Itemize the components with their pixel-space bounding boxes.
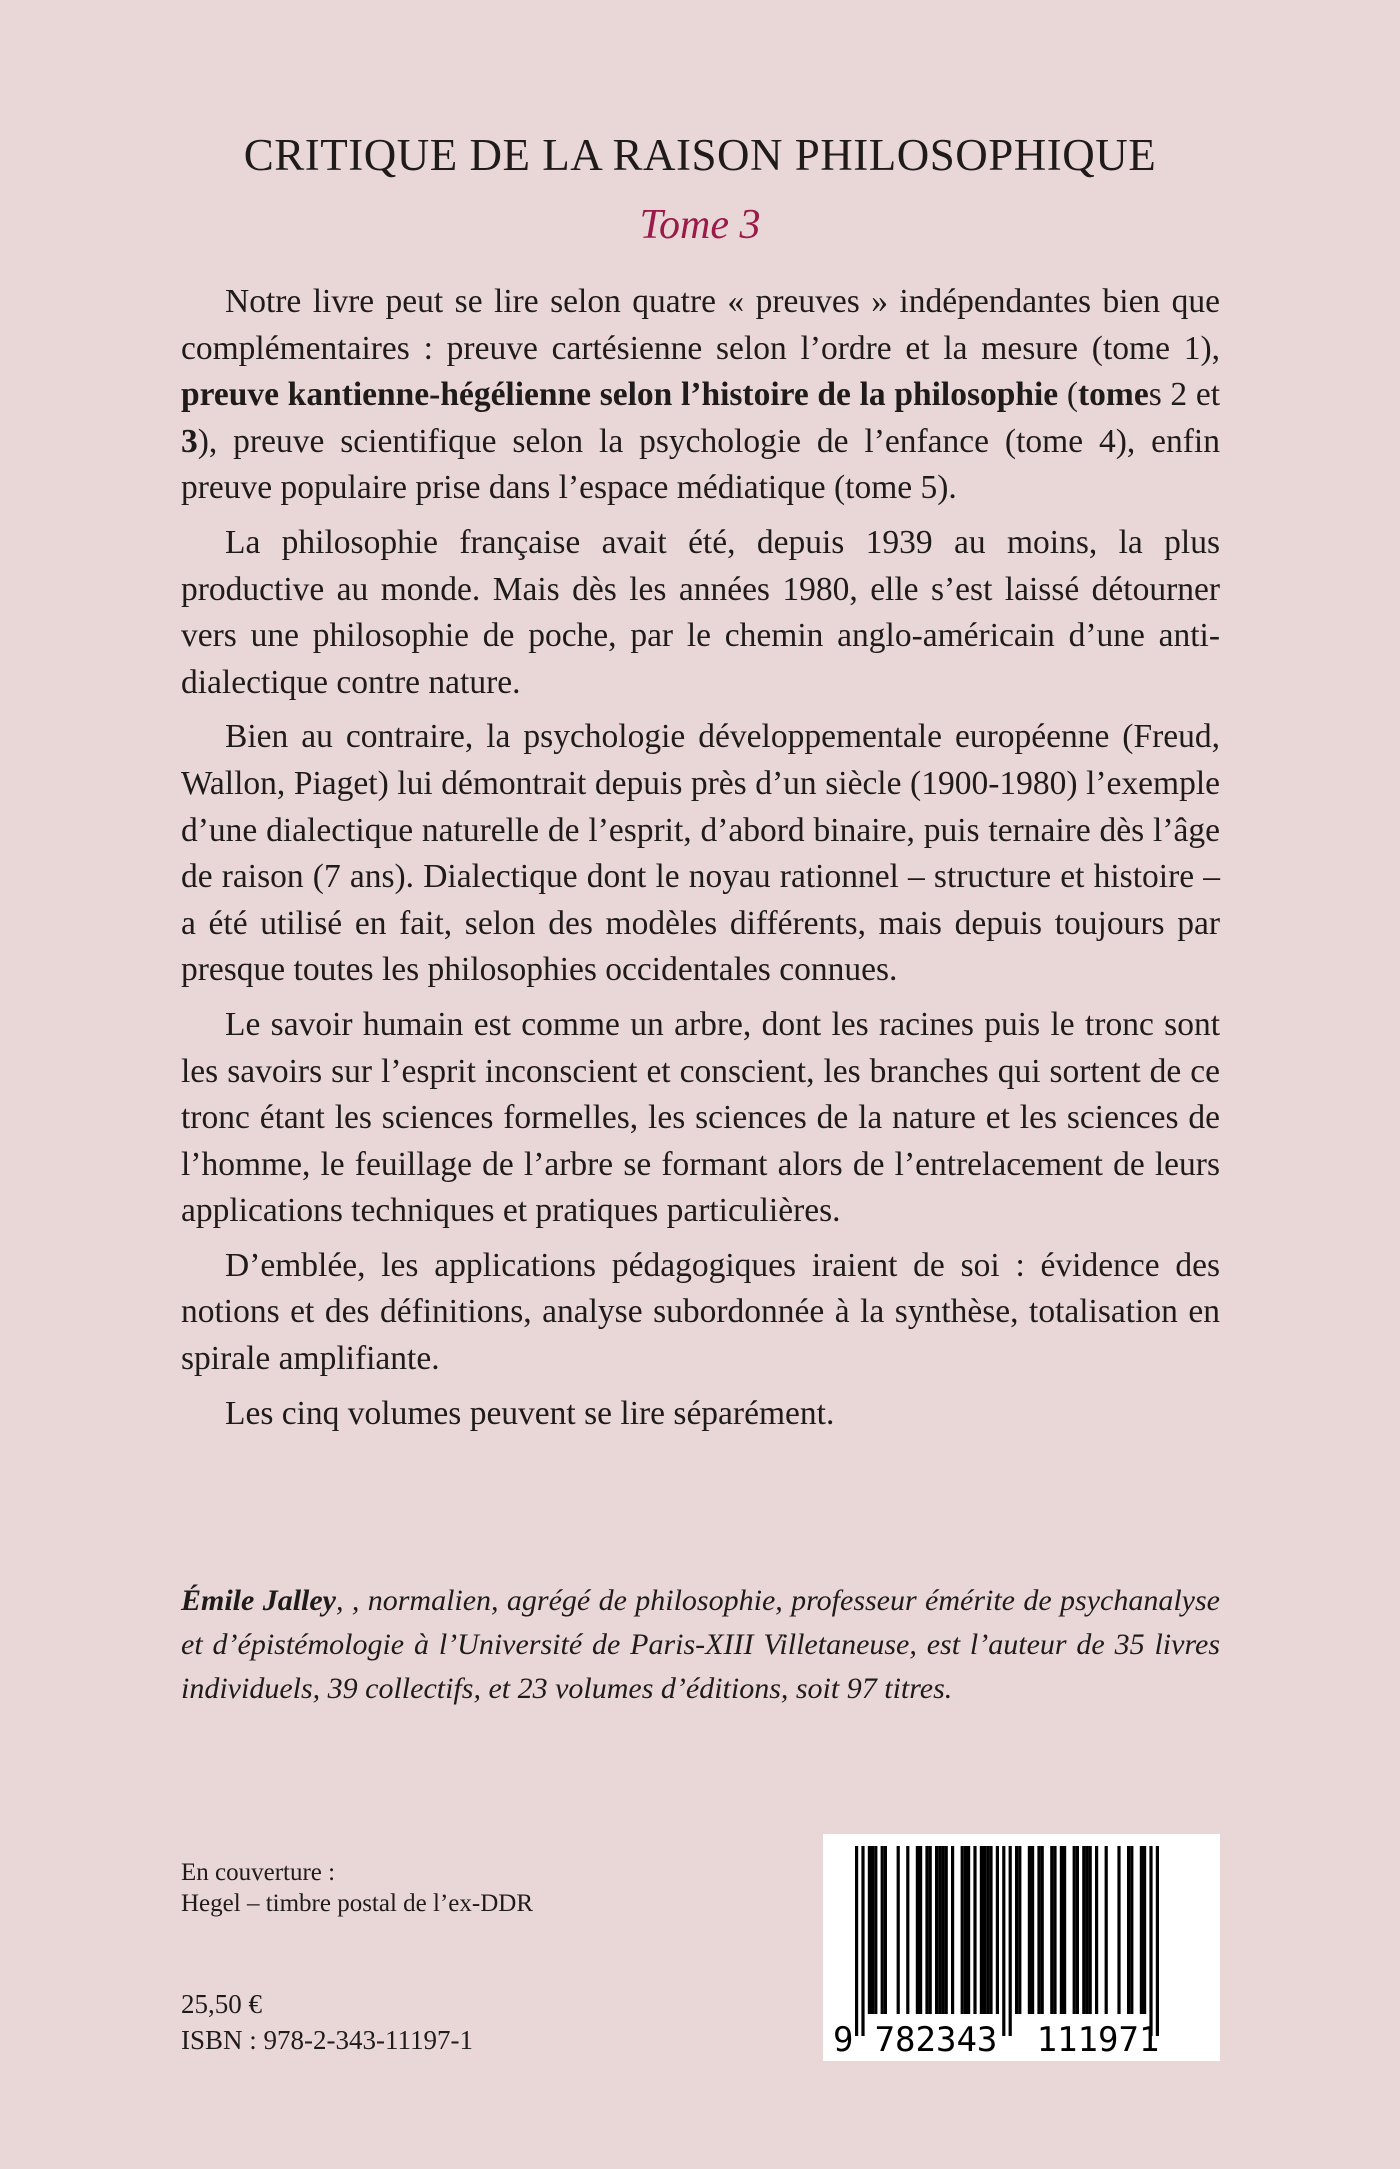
barcode-bar [961,1846,964,2014]
paragraph-1-text-c: s 2 et [1148,376,1221,414]
volume-subtitle: Tome 3 [639,202,761,248]
barcode-digits-right: 111971 [1036,2020,1160,2060]
barcode-bar [964,1846,967,2014]
barcode-bar [1015,1846,1018,2014]
paragraph-1-text-b: ( [1058,376,1079,414]
barcode-bar [1143,1846,1146,2014]
barcode-bar [1156,1846,1159,2036]
barcode-bar [1018,1846,1021,2014]
barcode-bar [980,1846,983,2014]
paragraph-4: Le savoir humain est comme un arbre, dont les racines puis le tronc sont les savoirs sur l’esprit inconscient et conscient, les branches qui sortent de ce tronc étant les sciences formelles, les sciences de la nature et les sciences de l’homme, le feuillage de l’arbre se formant alors de l’entrelacement de leurs applications techniques et pratiques particulières. [181,1005,1220,1230]
barcode-bar [938,1846,941,2014]
barcode-bar [1130,1846,1133,2014]
barcode-bars [855,1846,1159,2036]
barcode-bar [986,1846,989,2014]
paragraph-1 [181,279,1220,512]
barcode-bar [1060,1846,1063,2014]
barcode-bar [941,1846,944,2014]
barcode-bar [967,1846,970,2014]
barcode-bar [1149,1846,1152,2036]
isbn: ISBN : 978-2-343-11197-1 [181,2025,473,2055]
barcode-bar [973,1846,976,2014]
barcode-bar [1063,1846,1066,2014]
author-bio-text: , , normalien, agrégé de philosophie, professeur émérite de psychanalyse et d’épistémologie à l’Université de Paris-XIII Villetaneuse, est l’auteur de 35 livres individuels, 39 collectifs, et 23 volumes d’éditions, soit 97 titres. [181,1584,1220,1705]
barcode-bar [951,1846,954,2014]
barcode-bar [906,1846,909,2014]
barcode-graphic [823,1834,1220,2061]
barcode-bar [874,1846,877,2014]
barcode-bar [925,1846,928,2014]
barcode-bar [935,1846,938,2014]
barcode-digits-left: 782343 [874,2020,998,2060]
cover-credit-line-2: Hegel – timbre postal de l’ex-DDR [181,1890,533,1917]
barcode-digit-first: 9 [833,2020,854,2060]
barcode-bar [1140,1846,1143,2014]
barcode-bar [868,1846,871,2014]
book-title: CRITIQUE DE LA RAISON PHILOSOPHIQUE [243,130,1157,180]
barcode-bar [996,1846,999,2014]
price: 25,50 € [181,1989,262,2019]
barcode-bar [919,1846,922,2014]
barcode-bar [1089,1846,1092,2014]
paragraph-6: Les cinq volumes peuvent se lire séparément. [225,1394,835,1432]
barcode-bar [1127,1846,1130,2014]
barcode-bar [1037,1846,1040,2014]
barcode-bar [897,1846,900,2014]
paragraph-1-text-d: ), preuve scientifique selon la psychologie de l’enfance (tome 4), enfin preuve populaire prise dans l’espace médiatique (tome 5). [181,422,1220,507]
barcode-bar [1073,1846,1076,2014]
barcode-bar [1050,1846,1053,2014]
barcode-bar [1095,1846,1098,2014]
barcode-bar [916,1846,919,2014]
barcode-bar [1041,1846,1044,2014]
paragraph-1-bold-b: tome [1078,376,1149,414]
barcode-bar [929,1846,932,2014]
barcode-bar [1117,1846,1120,2014]
paragraph-3: Bien au contraire, la psychologie développementale européenne (Freud, Wallon, Piaget) lui démontrait depuis près d’un siècle (1900-1980) l’exemple d’une dialectique naturelle de l’esprit, d’abord binaire, puis ternaire dès l’âge de raison (7 ans). Dialectique dont le noyau rationnel – structure et histoire – a été utilisé en fait, selon des modèles différents, mais depuis toujours par presque toutes les philosophies occidentales connues. [181,718,1220,989]
barcode-bar [989,1846,992,2014]
cover-credit-line-1: En couverture : [181,1859,336,1886]
barcode-bar [881,1846,884,2014]
barcode-bar [1082,1846,1085,2014]
barcode-bar [945,1846,948,2014]
barcode-bar [884,1846,887,2014]
author-name: Émile Jalley [181,1584,336,1617]
barcode-bar [871,1846,874,2014]
barcode-bar [983,1846,986,2014]
author-bio [181,1579,1220,1711]
barcode-bar [1076,1846,1079,2014]
cover-credit [181,1857,533,1919]
barcode-bar [1085,1846,1088,2014]
barcode-bar [1028,1846,1031,2014]
back-cover-text [181,279,1220,1445]
barcode-bar [1053,1846,1056,2014]
barcode-bar [861,1846,864,2036]
barcode-bar [1009,1846,1012,2036]
barcode-bar [1031,1846,1034,2014]
paragraph-2: La philosophie française avait été, depuis 1939 au moins, la plus productive au monde. Mais dès les années 1980, elle s’est laissé détourner vers une philosophie de poche, par le chemin anglo-américain d’une anti-dialectique contre nature. [181,523,1220,701]
price-isbn-block [181,1986,473,2058]
barcode-bar [1002,1846,1005,2036]
paragraph-1-bold-c: 3 [181,422,198,460]
barcode-bar [855,1846,858,2036]
paragraph-5: D’emblée, les applications pédagogiques iraient de soi : évidence des notions et des définitions, analyse subordonnée à la synthèse, totalisation en spirale amplifiante. [181,1246,1220,1378]
barcode [823,1834,1220,2061]
paragraph-1-text-a: Notre livre peut se lire selon quatre « preuves » indépendantes bien que complémentaires : preuve cartésienne selon l’ordre et la mesure (tome 1), [181,283,1220,367]
paragraph-1-bold-a: preuve kantienne-hégélienne selon l’histoire de la philosophie [181,376,1059,414]
barcode-bar [1105,1846,1108,2014]
